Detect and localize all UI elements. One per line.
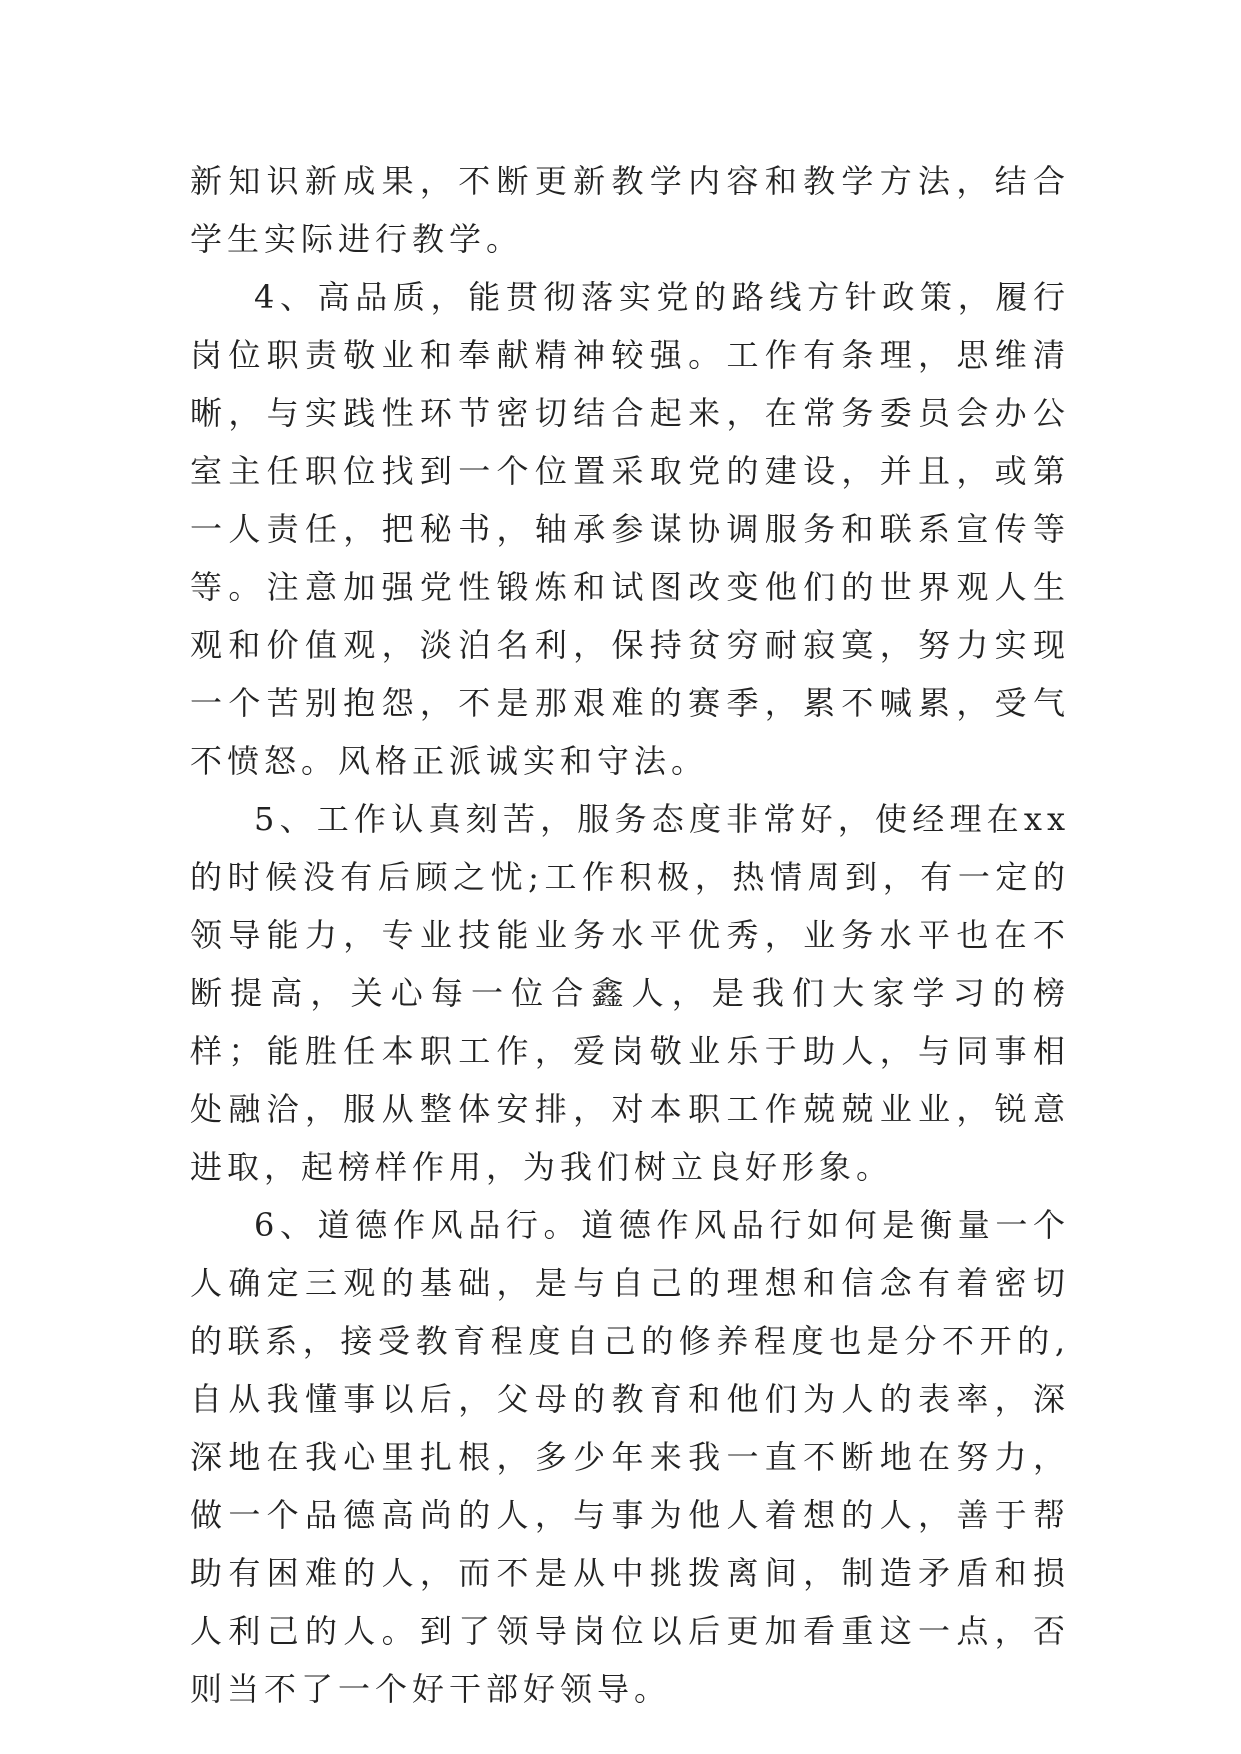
document-body bbox=[190, 152, 1070, 1718]
paragraph-continuation: 新知识新成果，不断更新教学内容和教学方法，结合学生实际进行教学。 bbox=[190, 162, 1070, 258]
paragraph-item-6: 6、道德作风品行。道德作风品行如何是衡量一个人确定三观的基础，是与自己的理想和信念有着密切的联系，接受教育程度自己的修养程度也是分不开的,自从我懂事以后，父母的教育和他们为人的表率，深深地在我心里扎根，多少年来我一直不断地在努力，做一个品德高尚的人，与事为他人着想的人，善于帮助有困难的人，而不是从中挑拨离间，制造矛盾和损人利己的人。到了领导岗位以后更加看重这一点，否则当不了一个好干部好领导。 bbox=[190, 1206, 1070, 1708]
paragraph-item-5: 5、工作认真刻苦，服务态度非常好，使经理在xx的时候没有后顾之忧;工作积极，热情周到，有一定的领导能力，专业技能业务水平优秀，业务水平也在不断提高，关心每一位合鑫人，是我们大家学习的榜样；能胜任本职工作，爱岗敬业乐于助人，与同事相处融洽，服从整体安排，对本职工作兢兢业业，锐意进取，起榜样作用，为我们树立良好形象。 bbox=[190, 800, 1070, 1186]
paragraph-item-4: 4、高品质，能贯彻落实党的路线方针政策，履行岗位职责敬业和奉献精神较强。工作有条理，思维清晰，与实践性环节密切结合起来，在常务委员会办公室主任职位找到一个位置采取党的建设，并且，或第一人责任，把秘书，轴承参谋协调服务和联系宣传等等。注意加强党性锻炼和试图改变他们的世界观人生观和价值观，淡泊名利，保持贫穷耐寂寞，努力实现一个苦别抱怨，不是那艰难的赛季，累不喊累，受气不愤怒。风格正派诚实和守法。 bbox=[190, 278, 1070, 780]
